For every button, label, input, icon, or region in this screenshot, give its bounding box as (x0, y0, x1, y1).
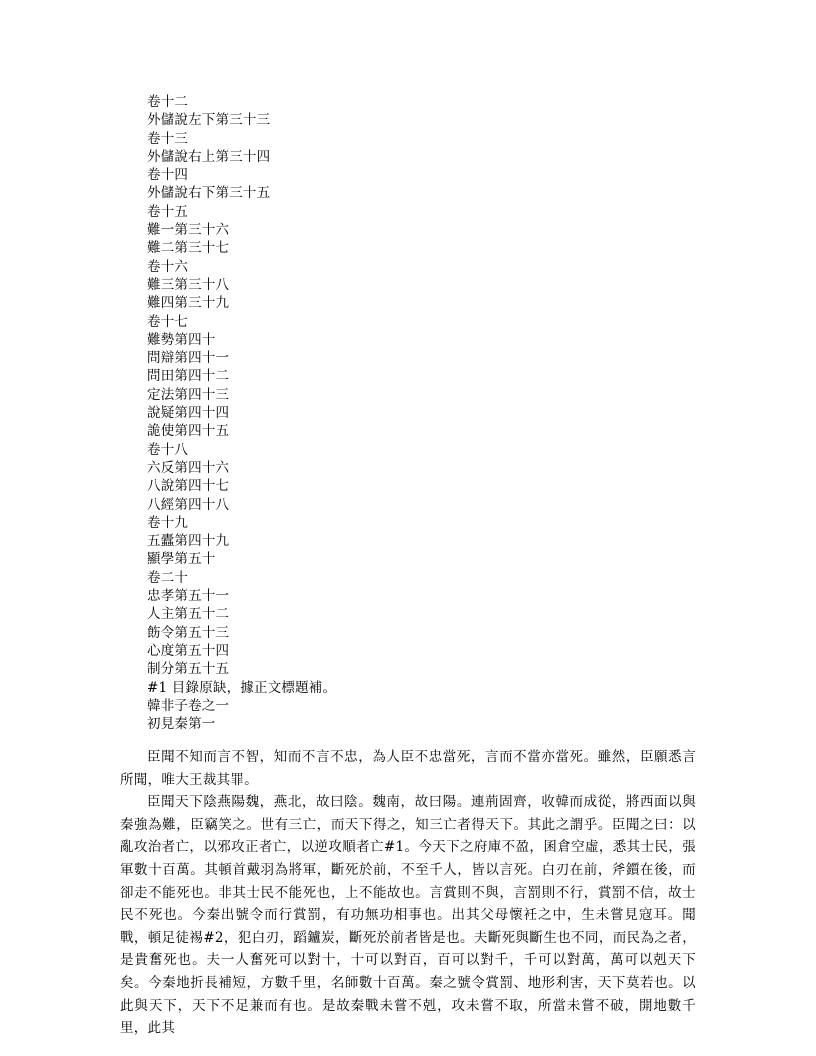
toc-volume-heading: 卷十二 (147, 94, 189, 110)
table-of-contents (147, 93, 707, 733)
toc-chapter-entry: 制分第五十五 (147, 661, 230, 678)
toc-chapter-entry: 心度第五十四 (147, 642, 230, 659)
toc-chapter-entry: 五蠹第四十九 (147, 533, 230, 550)
toc-volume-heading: 卷十八 (147, 441, 189, 458)
toc-chapter-entry: 難一第三十六 (147, 222, 230, 239)
body-paragraph: 臣聞不知而言不智，知而不言不忠，為人臣不忠當死，言而不當亦當死。雖然，臣願悉言所聞，唯大王裁其罪。 (120, 749, 696, 788)
toc-chapter-entry: 飭令第五十三 (147, 624, 230, 641)
book-volume-title: 韓非子卷之一 (147, 697, 230, 714)
toc-chapter-entry: 說疑第四十四 (147, 405, 230, 422)
toc-volume-heading: 卷十九 (147, 514, 189, 531)
toc-chapter-entry: 外儲說右上第三十四 (147, 148, 271, 165)
toc-volume-heading: 卷十六 (147, 258, 189, 275)
toc-chapter-entry: 外儲說右下第三十五 (147, 185, 271, 202)
toc-chapter-entry: 難二第三十七 (147, 240, 230, 257)
toc-volume-heading: 卷二十 (147, 569, 189, 586)
chapter-body (120, 746, 696, 1040)
toc-chapter-entry: 難勢第四十 (147, 331, 216, 348)
chapter-title: 初見秦第一 (147, 716, 216, 733)
toc-chapter-entry: 六反第四十六 (147, 459, 230, 476)
toc-chapter-entry: 忠孝第五十一 (147, 588, 230, 605)
toc-volume-heading: 卷十四 (147, 167, 189, 184)
toc-chapter-entry: 定法第四十三 (147, 386, 230, 403)
toc-chapter-entry: 問田第四十二 (147, 368, 230, 385)
body-paragraph: 臣聞天下陰燕陽魏，燕北，故曰陰。魏南，故曰陽。連荊固齊，收韓而成從，將西面以與秦強為難，臣竊笑之。世有三亡，而天下得之，知三亡者得天下。其此之謂乎。臣聞之曰：以亂攻治者亡，以邪攻正者亡，以逆攻順者亡#1。今天下之府庫不盈，囷倉空虛，悉其士民，張軍數十百萬。其頓首戴羽為將軍，斷死於前，不至千人，皆以言死。白刃在前，斧鑕在後，而卻走不能死也。非其士民不能死也，上不能故也。言賞則不與，言罰則不行，賞罰不信，故士民不死也。今秦出號令而行賞罰，有功無功相事也。出其父母懷衽之中，生未嘗見寇耳。聞戰，頓足徒裼#2，犯白刃，蹈鑪炭，斷死於前者皆是也。夫斷死與斷生也不同，而民為之者，是貴奮死也。夫一人奮死可以對十，十可以對百，百可以對千，千可以對萬，萬可以剋天下矣。今秦地折長補短，方數千里，名師數十百萬。秦之號令賞罰、地形利害，天下莫若也。以此與天下，天下不足兼而有也。是故秦戰未嘗不剋，攻未嘗不取，所當未嘗不破，開地數千里，此其 (120, 794, 696, 1037)
toc-volume-heading: 卷十七 (147, 313, 189, 330)
footnote: #1 目錄原缺，據正文標題補。 (147, 679, 337, 696)
toc-chapter-entry: 問辯第四十一 (147, 350, 230, 367)
toc-volume-heading: 卷十五 (147, 203, 189, 220)
toc-volume-heading: 卷十三 (147, 130, 189, 147)
toc-chapter-entry: 難四第三十九 (147, 295, 230, 312)
toc-chapter-entry: 難三第三十八 (147, 276, 230, 293)
toc-chapter-entry: 詭使第四十五 (147, 423, 230, 440)
toc-chapter-entry: 顯學第五十 (147, 551, 216, 568)
toc-chapter-entry: 人主第五十二 (147, 606, 230, 623)
toc-chapter-entry: 外儲說左下第三十三 (147, 112, 271, 129)
toc-chapter-entry: 八經第四十八 (147, 496, 230, 513)
toc-chapter-entry: 八說第四十七 (147, 478, 230, 495)
